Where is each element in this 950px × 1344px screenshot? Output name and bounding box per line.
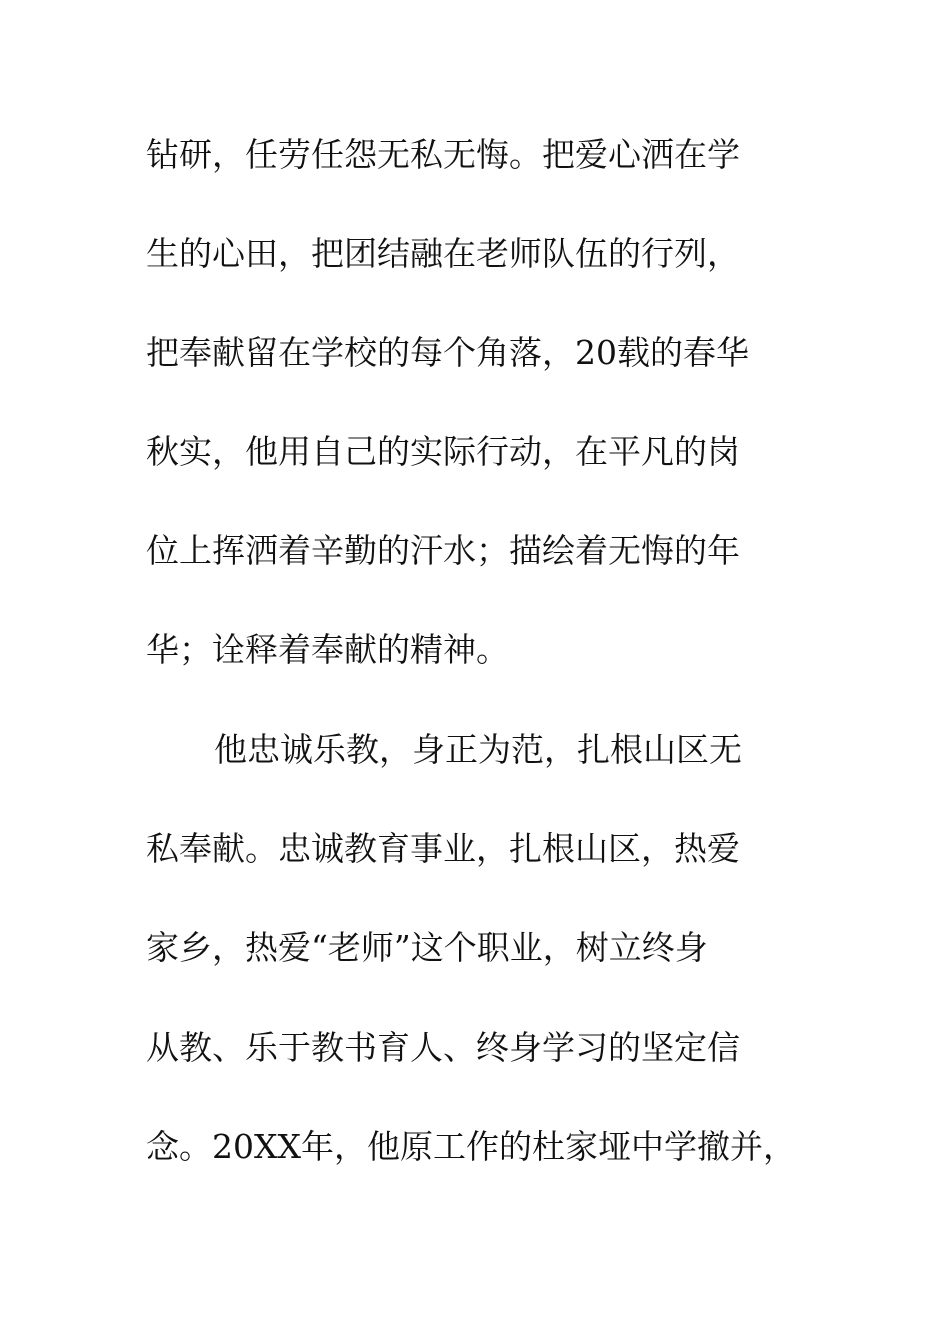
text-line: 钻研，任劳任怨无私无悔。把爱心洒在学 — [146, 135, 740, 174]
text-line: 家乡，热爱“老师”这个职业，树立终身 — [146, 928, 708, 967]
text-line: 从教、乐于教书育人、终身学习的坚定信 — [146, 1028, 740, 1067]
paragraph-first-line: 他忠诚乐教，身正为范，扎根山区无 — [214, 730, 742, 769]
text-line: 念。20XX年，他原工作的杜家垭中学撤并， — [146, 1127, 796, 1166]
text-line: 秋实，他用自己的实际行动，在平凡的岗 — [146, 432, 740, 471]
text-line: 华；诠释着奉献的精神。 — [146, 630, 509, 669]
text-line: 私奉献。忠诚教育事业，扎根山区，热爱 — [146, 829, 740, 868]
text-line: 把奉献留在学校的每个角落，20载的春华 — [146, 333, 749, 372]
text-line: 位上挥洒着辛勤的汗水；描绘着无悔的年 — [146, 531, 740, 570]
text-line: 生的心田，把团结融在老师队伍的行列， — [146, 234, 740, 273]
